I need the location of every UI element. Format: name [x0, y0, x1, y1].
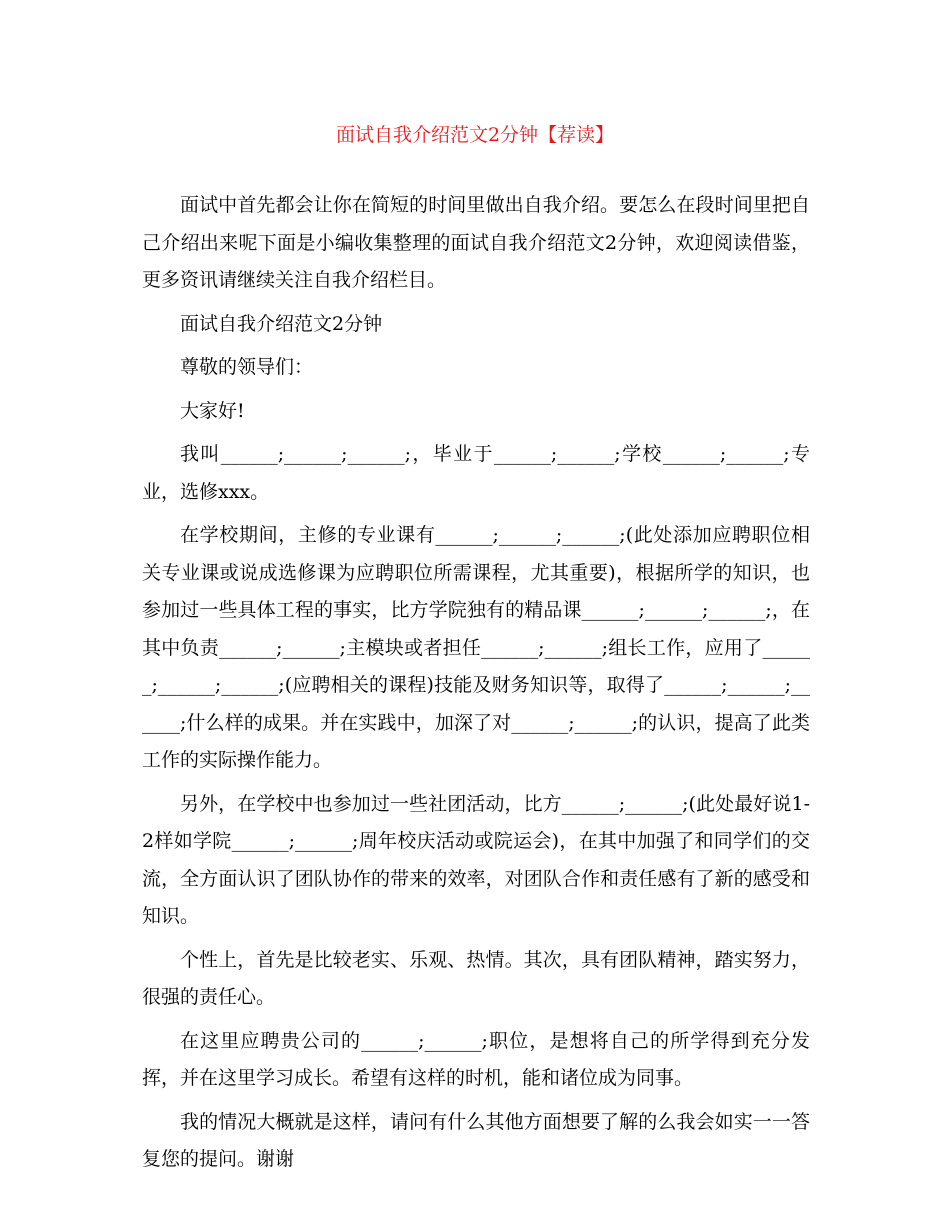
activities-paragraph: 另外，在学校中也参加过一些社团活动，比方______;______;(此处最好说1-2样如学院______;______;周年校庆活动或院运会)，在其中加强了和同学们的交流，全方面认识了团队协作的带来的效率，对团队合作和责任感有了新的感受和知识。 [142, 792, 810, 927]
application-paragraph: 在这里应聘贵公司的______;______;职位，是想将自己的所学得到充分发挥，并在这里学习成长。希望有这样的时机，能和诸位成为同事。 [142, 1029, 810, 1089]
subtitle-paragraph: 面试自我介绍范文2分钟 [180, 312, 383, 335]
document-title: 面试自我介绍范文2分钟【荐读】 [335, 124, 615, 146]
closing-paragraph: 我的情况大概就是这样，请问有什么其他方面想要了解的么我会如实一一答复您的提问。谢谢 [142, 1110, 810, 1170]
document-body [142, 187, 810, 1185]
salutation-paragraph: 尊敬的领导们： [180, 356, 314, 378]
personality-paragraph: 个性上，首先是比较老实、乐观、热情。其次，具有团队精神，踏实努力，很强的责任心。 [142, 948, 810, 1008]
name-paragraph: 我叫______;______;______;，毕业于______;______;学校______;______;专业，选修xxx。 [142, 443, 810, 503]
study-paragraph: 在学校期间，主修的专业课有______;______;______;(此处添加应聘职位相关专业课或说成选修课为应聘职位所需课程，尤其重要)，根据所学的知识，也参加过一些具体工程的事实，比方学院独有的精品课______;______;______;，在其中负责______;______;主模块或者担任______;______;组长工作，应用了______;______;______;(应聘相关的课程)技能及财务知识等，取得了______;______;______;什么样的成果。并在实践中，加深了对______;______;的认识，提高了此类工作的实际操作能力。 [142, 524, 810, 771]
greeting-paragraph: 大家好! [180, 399, 245, 422]
intro-paragraph: 面试中首先都会让你在简短的时间里做出自我介绍。要怎么在段时间里把自己介绍出来呢下面是小编收集整理的面试自我介绍范文2分钟，欢迎阅读借鉴，更多资讯请继续关注自我介绍栏目。 [142, 194, 810, 291]
